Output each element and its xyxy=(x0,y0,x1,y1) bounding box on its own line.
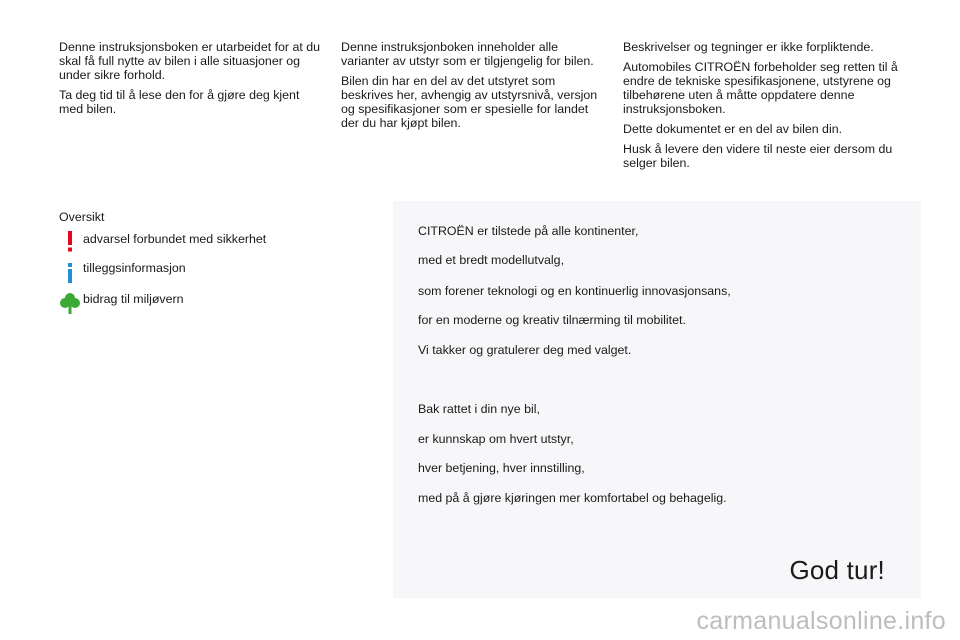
legend-label: tilleggsinformasjon xyxy=(83,261,186,275)
intro-column-1 xyxy=(59,40,321,122)
welcome-line: som forener teknologi og en kontinuerlig innovasjonsans, xyxy=(418,284,731,298)
welcome-line: med et bredt modellutvalg, xyxy=(418,253,565,267)
symbol-legend xyxy=(59,210,379,322)
warning-icon xyxy=(59,229,81,253)
legend-item-warning xyxy=(59,229,379,245)
legend-item-environment xyxy=(59,291,379,307)
welcome-panel xyxy=(393,201,921,598)
tree-icon xyxy=(59,291,81,315)
paragraph: Bilen din har en del av det utstyret som beskrives her, avhengig av utstyrsnivå, versjon og spesifikasjoner som er spesielle for landet der du har kjøpt bilen. xyxy=(341,74,598,130)
legend-title: Oversikt xyxy=(59,210,105,224)
paragraph: Dette dokumentet er en del av bilen din. xyxy=(623,122,843,136)
closing-greeting: God tur! xyxy=(789,555,885,585)
welcome-line: hver betjening, hver innstilling, xyxy=(418,461,585,475)
welcome-line: for en moderne og kreativ tilnærming til mobilitet. xyxy=(418,313,686,327)
intro-column-2 xyxy=(341,40,603,136)
welcome-line: CITROËN er tilstede på alle kontinenter, xyxy=(418,224,639,238)
legend-item-info xyxy=(59,260,379,276)
paragraph: Husk å levere den videre til neste eier dersom du selger bilen. xyxy=(623,142,893,170)
paragraph: Beskrivelser og tegninger er ikke forpliktende. xyxy=(623,40,874,54)
paragraph: Ta deg tid til å lese den for å gjøre deg kjent med bilen. xyxy=(59,88,300,116)
watermark: carmanualsonline.info xyxy=(696,607,946,635)
legend-label: advarsel forbundet med sikkerhet xyxy=(83,232,267,246)
paragraph: Denne instruksjonboken inneholder alle varianter av utstyr som er tilgjengelig for bilen. xyxy=(341,40,594,68)
welcome-line: er kunnskap om hvert utstyr, xyxy=(418,432,574,446)
welcome-line: Bak rattet i din nye bil, xyxy=(418,402,540,416)
paragraph: Denne instruksjonsboken er utarbeidet for at du skal få full nytte av bilen i alle situasjoner og under sikre forhold. xyxy=(59,40,321,82)
welcome-line: med på å gjøre kjøringen mer komfortabel og behagelig. xyxy=(418,491,727,505)
paragraph: Automobiles CITROËN forbeholder seg retten til å endre de tekniske spesifikasjonene, utstyrene og tilbehørene uten å måtte oppdatere denne instruksjonsboken. xyxy=(623,60,898,116)
welcome-line: Vi takker og gratulerer deg med valget. xyxy=(418,343,632,357)
intro-column-3 xyxy=(623,40,898,176)
legend-label: bidrag til miljøvern xyxy=(83,292,184,306)
info-icon xyxy=(59,260,81,284)
